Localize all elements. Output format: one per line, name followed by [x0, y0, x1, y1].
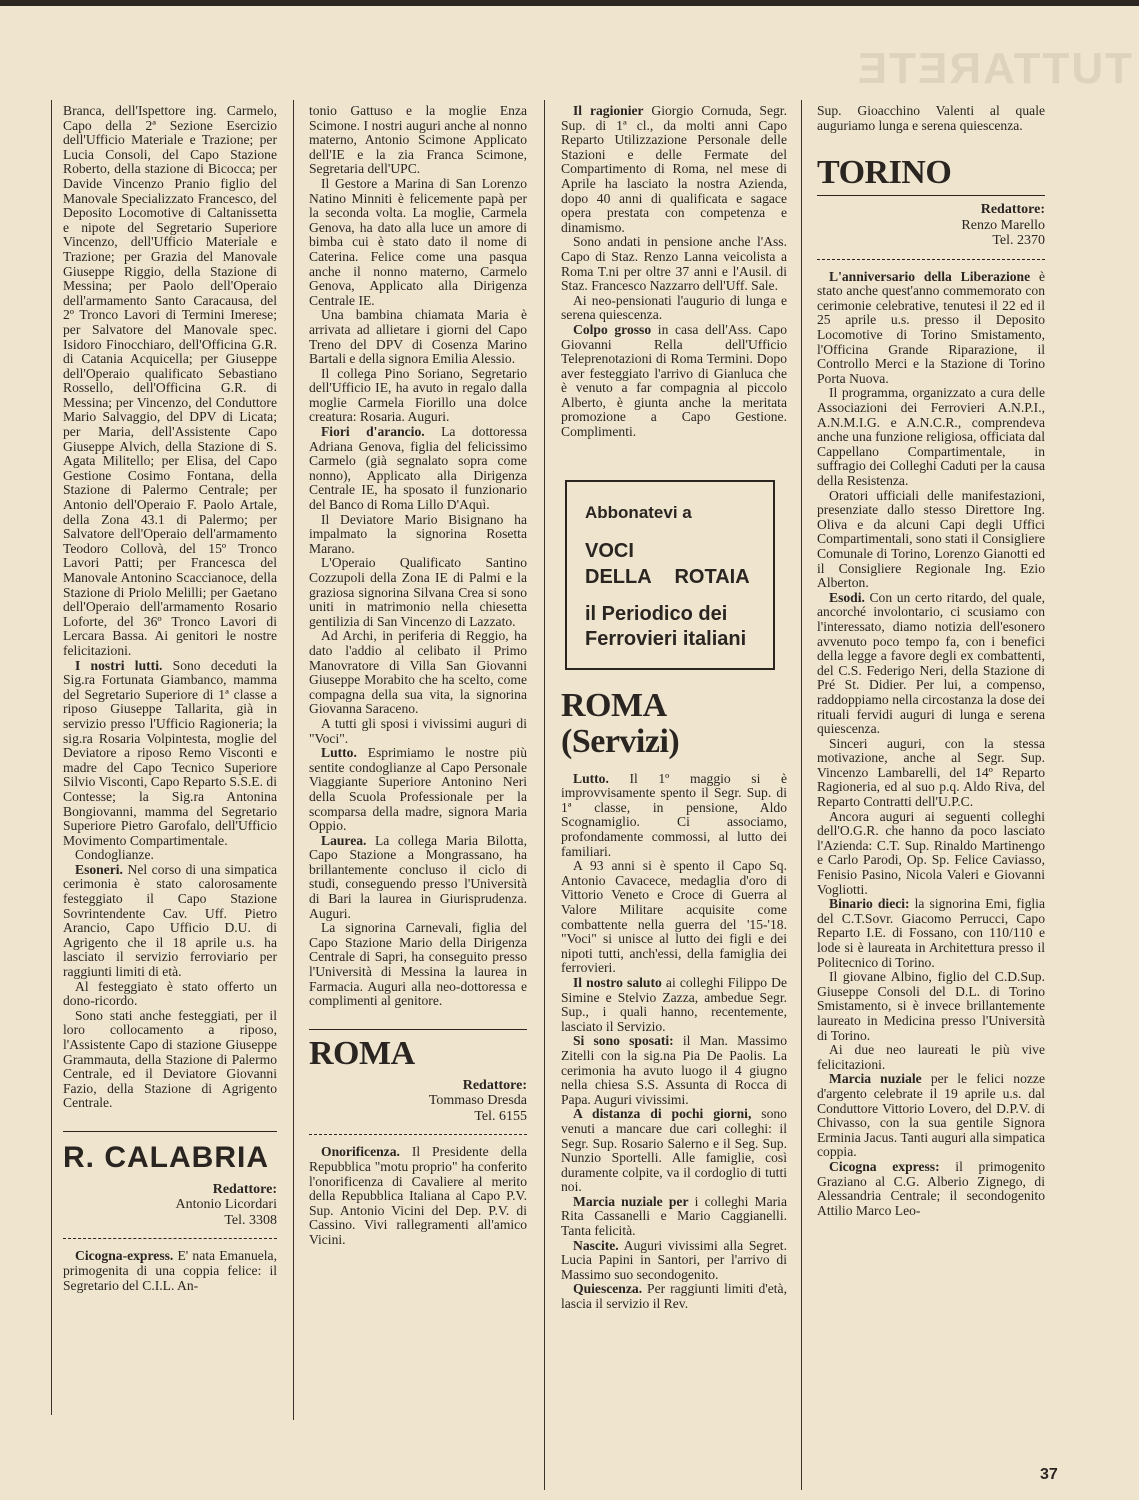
show-through-header: TUTTARETE [855, 44, 1132, 93]
paragraph: Il programma, organizzato a cura delle Associazioni dei Ferrovieri A.N.P.I., A.N.M.I.G. e A.N.C.R., comprendeva anche una funzione religiosa, officiata dal Cappellano Compartimentale, in suffragio dei Colleghi Caduti per la causa della Resistenza. [817, 385, 1045, 488]
paragraph-lead: Esoneri. [75, 861, 123, 877]
paragraph [63, 863, 277, 980]
ad-line-1: Abbonatevi a [585, 502, 692, 522]
paragraph-text: Per raggiunti limiti d'età, lascia il servizio il Rev. [561, 1281, 787, 1312]
paragraph: Oratori ufficiali delle manifestazioni, presenziate dallo stesso Direttore Ing. Oliva e da alcuni Capi degli Uffici Compartimentali, sono stati il Consigliere Comunale di Torino, Lorenzo Gianotti ed il Consigliere Regionale Ing. Ezio Alberton. [817, 487, 1045, 591]
paragraph-text: La collega Maria Bilotta, Capo Stazione a Mongrassano, ha brillantemente concluso il ciclo di studi, conseguendo presso l'Università di Bari la laurea in Giurisprudenza. Auguri. [309, 832, 527, 921]
paragraph [817, 270, 1045, 387]
paragraph: Il collega Pino Soriano, Segretario dell'Ufficio IE, ha avuto in regalo dalla moglie Carmela Fiorillo una dolce creatura: Rosaria. Auguri. [309, 365, 527, 425]
section-heading-torino: TORINO [817, 154, 952, 192]
ad-line-4: il Periodico dei [585, 602, 728, 625]
column-divider [801, 100, 802, 1490]
paragraph-lead: Il nostro saluto [573, 974, 662, 990]
paragraph-lead: Colpo grosso [573, 321, 652, 337]
editor-box [63, 1182, 277, 1229]
editor-name: Antonio Licordari [175, 1197, 277, 1213]
paragraph: Branca, dell'Ispettore ing. Carmelo, Capo della 2ª Sezione Esercizio dell'Ufficio Materiale e Trazione; per Lucia Consoli, del Capo Stazione Roberto, della stazione di Bicocca; per Davide Vincenzo Pranio figlio del Manovale Specializzato Francesco, del Deposito Locomotive di Caltanissetta e nipote del Segretario Superiore Vincenzo, dell'Ufficio Materiale e Trazione; per Grazia del Manovale Giuseppe Riggio, della Stazione di Messina; per Paolo dell'Operaio dell'armamento Santo Caracausa, del 2º Tronco Lavori di Termini Imerese; per Salvatore del Manovale spec. Isidoro Finocchiaro, dell'Officina G.R. di Catania Acquicella; per Giuseppe dell'Operaio qualificato Sebastiano Rossello, dell'Officina G.R. di Messina; per Vincenzo, del Conduttore Mario Salvaggio, del DPV di Licata; per Maria, dell'Assistente Capo Giuseppe Alvich, della Stazione di S. Agata Militello; per Elisa, del Capo Gestione Cosimo Fontana, della Stazione di Palermo Centrale; per Antonio dell'Operaio F. Paolo Artale, della Zona 43.1 di Palermo; per Salvatore dell'Operaio dell'armamento Teodoro Collovà, del 15º Tronco Lavori Patti; per Francesca del Manovale Antonino Scaccianoce, della Stazione di Priolo Melilli; per Gaetano dell'Operaio dell'armamento Rosario Loforte, del 36º Tronco Lavori di Lercara Bassa. Ai genitori le nostre felicitazioni. [63, 103, 277, 658]
paragraph-text: il primogenito Graziano al C.G. Alberio Zignego, di Alessandria Centrale; il secondogenito Attilio Marco Leo- [817, 1158, 1045, 1218]
paragraph-text: per le felici nozze d'argento celebrate il 19 aprile u.s. dal Conduttore Vittorio Lovero, del D.P.V. di Chivasso, con la sua gentile Signora Erminia Jacus. Tanti auguri alla simpatica coppia. [817, 1071, 1045, 1160]
paragraph-lead: Cicogna express: [829, 1158, 940, 1174]
paragraph-lead: A distanza di pochi giorni, [573, 1106, 752, 1122]
paragraph-lead: Quiescenza. [573, 1281, 643, 1297]
section-rule [817, 195, 1045, 196]
paragraph-lead: Marcia nuziale [829, 1071, 922, 1087]
paragraph [817, 1160, 1045, 1218]
top-rule [0, 0, 1139, 6]
paragraph: Sono stati anche festeggiati, per il loro collocamento a riposo, l'Assistente Capo di stazione Giuseppe Grammauta, della Stazione di Palermo Centrale, ed il Deviatore Giovanni Fazio, della Stazione di Agrigento Centrale. [63, 1007, 277, 1111]
paragraph [561, 1195, 787, 1239]
paragraph [561, 323, 787, 440]
paragraph: Il Gestore a Marina di San Lorenzo Natino Minniti è felicemente papà per la seconda volta. La moglie, Carmela Genova, ha dato alla luce un amore di bimba cui è stato dato il nome di Caterina. Felice come una pasqua anche il nonno materno, Carmelo Genova, Applicato alla Dirigenza Centrale IE. [309, 175, 527, 308]
paragraph: Sinceri auguri, con la stessa motivazione, anche al Segr. Sup. Vincenzo Lambarelli, del 14º Reparto Ragioneria, ed al suo p.q. Aldo Riva, del Reparto Contratti dell'U.P.C. [817, 735, 1045, 810]
paragraph: Ai neo-pensionati l'augurio di lunga e serena quiescenza. [561, 292, 787, 323]
editor-tel: Tel. 6155 [474, 1108, 527, 1124]
dashed-rule [817, 259, 1045, 260]
paragraph [561, 1034, 787, 1107]
page-number: 37 [1040, 1466, 1058, 1483]
paragraph [309, 746, 527, 834]
paragraph-text: in casa dell'Ass. Capo Giovanni Rella dell'Ufficio Teleprenotazioni di Roma Termini. Dopo aver festeggiato l'arrivo di Gianluca che è venuto a far compagnia al piccolo Alberto, è giunta anche la meritata promozione a Capo Gestione. Complimenti. [561, 321, 788, 440]
editor-tel: Tel. 3308 [224, 1212, 277, 1228]
paragraph [309, 425, 527, 513]
column-2 [309, 104, 527, 1247]
paragraph-text: Esprimiamo le nostre più sentite condoglianze al Capo Personale Viaggiante Superiore Antonino Neri della Scuola Professionale per la scomparsa della madre, signora Maria Oppio. [309, 745, 527, 834]
paragraph-text: Il Presidente della Repubblica "motu proprio" ha conferito l'onorificenza di Cavaliere al merito della Repubblica Italiana al Capo P.V. Sup. Antonio Vicini del Dep. P.V. di Cassino. Vivi rallegramenti all'amico Vicini. [309, 1144, 527, 1247]
column-4 [817, 104, 1045, 1218]
editor-name: Tommaso Dresda [428, 1093, 527, 1109]
paragraph: A tutti gli sposi i vivissimi auguri di "Voci". [309, 715, 527, 746]
paragraph [561, 976, 787, 1034]
paragraph [63, 1249, 277, 1293]
paragraph [561, 1282, 787, 1311]
column-divider [293, 100, 294, 1420]
column-3 [561, 104, 787, 1312]
paragraph: Il Deviatore Mario Bisignano ha impalmato la signorina Rosetta Marano. [309, 511, 527, 556]
paragraph-lead: Si sono sposati: [573, 1033, 674, 1049]
paragraph-lead: Marcia nuziale per [573, 1193, 689, 1209]
paragraph-text: E' nata Emanuela, primogenita di una coppia felice: il Segretario del C.I.L. An- [63, 1248, 277, 1293]
paragraph [309, 1145, 527, 1247]
paragraph-text: la signorina Emi, figlia del C.T.Sovr. Giacomo Perrucci, Capo Reparto I.E. di Fossano, con 110/110 e lode si è laureata in Architettura presso il Politecnico di Torino. [817, 896, 1045, 970]
paragraph-text: Auguri vivissimi alla Segret. Lucia Papini in Santori, per l'arrivo di Massimo suo secondogenito. [561, 1237, 787, 1282]
paragraph: Una bambina chiamata Maria è arrivata ad allietare i giorni del Capo Treno del DPV di Cosenza Marino Bartali e della signora Emilia Alessio. [309, 307, 527, 367]
paragraph-lead: Lutto. [321, 745, 357, 761]
section-rule [309, 1029, 527, 1030]
paragraph-lead: Cicogna-express. [75, 1248, 174, 1264]
paragraph: L'Operaio Qualificato Santino Cozzupoli della Zona IE di Palmi e la graziosa signorina Silvana Crea si sono uniti in matrimonio nella chiesetta gentilizia di San Vincenzo di Lazzato. [309, 555, 527, 629]
paragraph-text: La dottoressa Adriana Genova, figlia del felicissimo Carmelo (già segnalato sopra come nonno), Applicato alla Dirigenza Centrale IE, ha sposato il funzionario del Banco di Roma Lillo D'Aquì. [309, 424, 527, 513]
paragraph [561, 1107, 787, 1195]
column-divider [544, 100, 545, 1490]
paragraph-text: sono venuti a mancare due cari colleghi: il Segr. Sup. Rosario Salerno e il Seg. Sup. Nunzio Sportelli. Alle famiglie, così duramente colpite, va il cordoglio di tutti noi. [561, 1106, 787, 1195]
paragraph: Ai due neo laureati le più vive felicitazioni. [817, 1042, 1045, 1072]
editor-label: Redattore: [212, 1181, 277, 1197]
paragraph-lead: L'anniversario della Liberazione [829, 268, 1031, 284]
paragraph [817, 897, 1045, 970]
paragraph-text: Nel corso di una simpatica cerimonia è stato calorosamente festeggiato il Capo Stazione Sovrintendente Cav. Uff. Pietro Arancio, Capo Ufficio D.U. di Agrigento che il 18 aprile u.s. ha lasciato il servizio ferroviario per raggiunti limiti di età. [63, 861, 277, 980]
paragraph: Condoglianze. [75, 847, 154, 863]
paragraph-lead: Il ragionier [573, 103, 644, 118]
paragraph: Sup. Gioacchino Valenti al quale auguriamo lunga e serena quiescenza. [817, 103, 1045, 133]
editor-name: Renzo Marello [961, 217, 1045, 233]
editor-tel: Tel. 2370 [992, 233, 1045, 249]
paragraph [561, 104, 787, 235]
paragraph-text: Il 1º maggio si è improvvisamente spento il Segr. Sup. di 1ª classe, in pensione, Aldo Scognamiglio. Ci associamo, profondamente commossi, al lutto dei familiari. [561, 770, 787, 859]
paragraph-lead: Binario dieci: [829, 896, 910, 912]
dashed-rule [309, 1134, 527, 1135]
editor-label: Redattore: [980, 202, 1045, 218]
column-divider [51, 100, 52, 1415]
paragraph-lead: Fiori d'arancio. [321, 424, 425, 440]
paragraph [63, 659, 277, 849]
paragraph: Il giovane Albino, figlio del C.D.Sup. Giuseppe Consoli del D.L. di Torino Smistamento, si è invece brillantemente laureato in Medicina presso l'Università di Torino. [817, 969, 1045, 1043]
paragraph: Ad Archi, in periferia di Reggio, ha dato l'addio al celibato il Primo Manovratore di Villa San Giovanni Giuseppe Morabito che ha scelto, come compagna della sua vita, la signorina Giovanna Saraceno. [309, 628, 527, 717]
paragraph: A 93 anni si è spento il Capo Sq. Antonio Cavacece, medaglia d'oro di Vittorio Veneto e Croce di Guerra al Valore Militare acquisite come combattente nella guerra del '15-'18. "Voci" si unisce al lutto dei figli e dei nipoti tutti, anch'essi, della famiglia dei ferrovieri. [561, 858, 787, 976]
editor-box [817, 202, 1045, 249]
ad-line-5: Ferrovieri italiani [585, 627, 747, 650]
editor-box [309, 1078, 527, 1125]
paragraph: Al festeggiato è stato offerto un dono-ricordo. [63, 978, 277, 1009]
paragraph [561, 772, 787, 860]
editor-label: Redattore: [462, 1077, 527, 1093]
subscription-ad-box [565, 480, 775, 670]
paragraph-lead: Nascite. [573, 1237, 619, 1253]
paragraph-text: i colleghi Maria Rita Cassanelli e Mario Caggianelli. Tanta felicità. [561, 1193, 787, 1239]
paragraph-text: Sono deceduti la Sig.ra Fortunata Giambanco, mamma del Segretario Superiore di 1ª classe a riposo Giuseppe Tallarita, già in servizio presso l'Ufficio Ragioneria; la sig.ra Rosaria Volpintesta, moglie del Deviatore a riposo Remo Visconti e madre del Capo Tecnico Superiore Silvio Visconti, Capo Reparto S.S.E. di Contesse; la Sig.ra Antonina Bongiovanni, mamma del Segretario Superiore Pietro Garofalo, dell'Ufficio Movimento Compartimentale. [63, 657, 277, 848]
paragraph-text: è stato anche quest'anno commemorato con cerimonie celebrative, tenutesi il 22 ed il 25 aprile u.s. presso il Deposito Locomotive di Torino Smistamento, l'Officina Grande Riparazione, il Controllo Merci e la Stazione di Torino Porta Nuova. [817, 268, 1045, 386]
paragraph [817, 1072, 1045, 1160]
paragraph-text: Con un certo ritardo, del quale, ancorché involontario, ci scusiamo con l'interessato, diamo notizia dell'esonero avvenuto poco tempo fa, con i benefici della legge a favore degli ex combattenti, del C.S. Federigo Neri, della Stazione di Pré St. Didier. Per lui, a compenso, raddoppiamo nella circostanza la dose dei rituali fervidi auguri di lunga e serena quiescenza. [817, 589, 1045, 737]
ad-line-3: DELLA ROTAIA [585, 565, 750, 588]
paragraph: Ancora auguri ai seguenti colleghi dell'O.G.R. che hanno da poco lasciato l'Azienda: C.T. Sup. Rinaldo Martinengo e Carlo Parodi, Op. Sp. Felice Caviasso, Fenisio Pasino, Nicola Valeri e Giovanni Vogliotti. [817, 808, 1045, 897]
section-heading-roma-servizi: ROMA (Servizi) [561, 686, 680, 760]
paragraph [817, 591, 1045, 737]
paragraph-text: ai colleghi Filippo De Simine e Stelvio Zazza, ambedue Segr. Sup., i quali hanno, recentemente, lasciato il Servizio. [561, 974, 788, 1034]
paragraph-lead: Laurea. [321, 832, 367, 848]
paragraph-lead: Onorificenza. [321, 1144, 400, 1160]
paragraph-text: il Man. Massimo Zitelli con la sig.na Pia De Paolis. La cerimonia ha avuto luogo il 4 giugno nella chiesa S.S. Assunta di Rocca di Papa. Auguri vivissimi. [561, 1033, 787, 1107]
section-heading-roma: ROMA [309, 1034, 415, 1072]
paragraph [561, 1239, 787, 1283]
dashed-rule [63, 1238, 277, 1239]
column-1 [63, 104, 277, 1293]
paragraph: tonio Gattuso e la moglie Enza Scimone. I nostri auguri anche al nonno materno, Antonio Scimone Applicato dell'IE e la zia Franca Scimone, Segretaria dell'UPC. [309, 103, 527, 177]
paragraph-text: Giorgio Cornuda, Segr. Sup. di 1ª cl., da molti anni Capo Reparto Utilizzazione Personale delle Stazioni e delle Fermate del Compartimento di Roma, nel mese di Aprile ha lasciato la nostra Azienda, dopo 40 anni di qualificata e sagace opera prestata con competenza e dinamismo. [561, 103, 787, 235]
section-heading-r-calabria: R. CALABRIA [63, 1140, 269, 1174]
ad-line-2: VOCI [585, 539, 634, 562]
paragraph-lead: Lutto. [573, 770, 609, 786]
section-rule [63, 1131, 277, 1132]
paragraph: La signorina Carnevali, figlia del Capo Stazione Mario della Dirigenza Centrale di Sapri, ha conseguito presso l'Università di Messina la laurea in Farmacia. Auguri alla neo-dottoressa e complimenti al genitore. [309, 920, 527, 1009]
paragraph: Sono andati in pensione anche l'Ass. Capo di Staz. Renzo Lanna veicolista a Roma T.ni per oltre 37 anni e l'Ausil. di Staz. Francesco Nazzarro dell'Uff. Sale. [561, 234, 787, 294]
paragraph-lead: Esodi. [829, 589, 865, 605]
paragraph-lead: I nostri lutti. [75, 657, 163, 673]
paragraph [309, 834, 527, 922]
